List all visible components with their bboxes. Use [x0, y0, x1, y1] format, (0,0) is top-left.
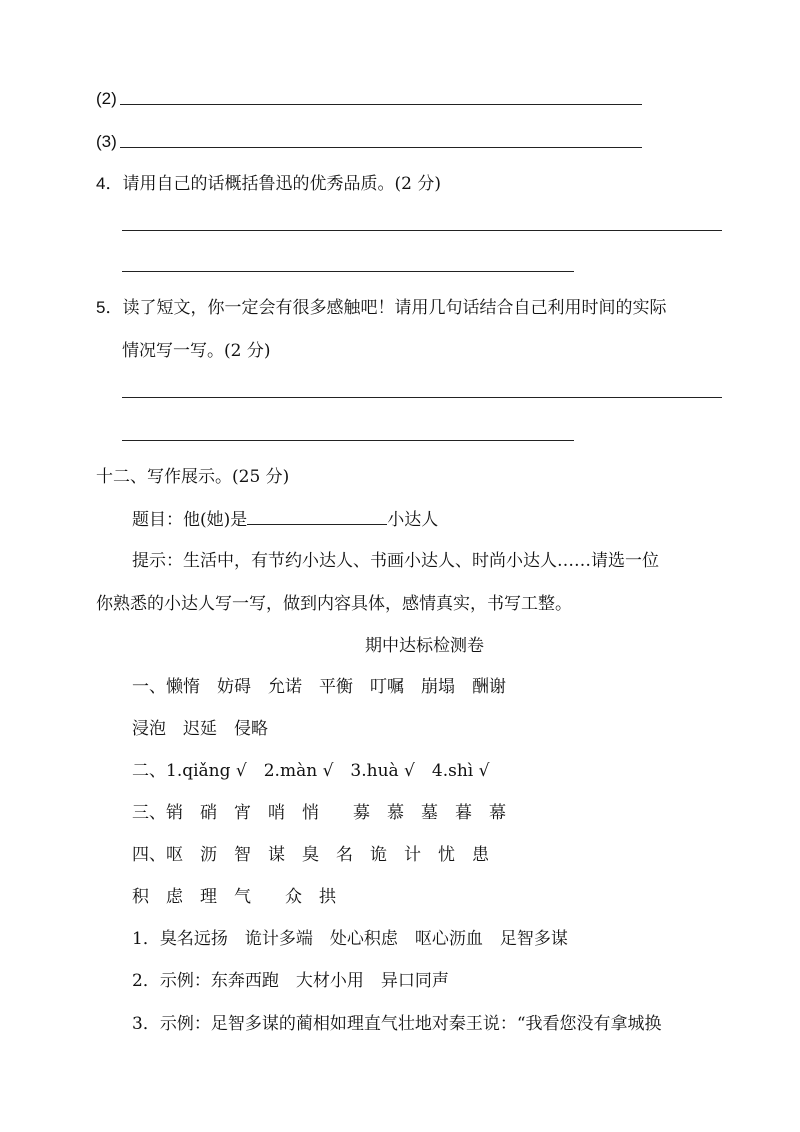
question-number: 4 — [96, 174, 106, 193]
question-text: ．请用自己的话概括鲁迅的优秀品质。(2 分) — [105, 174, 441, 194]
question-5-line-1 — [96, 297, 666, 319]
question-5-line-2: 情况写一写。(2 分) — [122, 341, 271, 361]
blank-item-3-label: (3) — [96, 132, 117, 151]
answer-line — [120, 147, 642, 148]
essay-hint-line-2: 你熟悉的小达人写一写，做到内容具体，感情真实，书写工整。 — [96, 594, 572, 614]
answer-line — [122, 440, 574, 441]
question-number: 5 — [96, 298, 106, 317]
answer-line — [122, 271, 574, 272]
answer-part-4-line-2: 积 虑 理 气 众 拱 — [132, 887, 336, 907]
essay-hint-line-1: 提示：生活中，有节约小达人、书画小达人、时尚小达人……请选一位 — [132, 551, 659, 571]
answer-part-3: 三、销 硝 宵 哨 悄 募 慕 墓 暮 幕 — [132, 803, 506, 823]
answer-part-1-line-1: 一、懒惰 妨碍 允诺 平衡 叮嘱 崩塌 酬谢 — [132, 677, 506, 697]
answer-line — [122, 230, 722, 231]
answer-item-3: 3．示例：足智多谋的蔺相如理直气壮地对秦王说：“我看您没有拿城换 — [132, 1014, 662, 1034]
essay-topic — [132, 509, 438, 531]
topic-suffix: 小达人 — [387, 510, 439, 530]
question-text: ．读了短文，你一定会有很多感触吧！请用几句话结合自己利用时间的实际 — [105, 298, 667, 318]
answer-key-title: 期中达标检测卷 — [365, 636, 484, 656]
answer-part-2: 二、1.qiǎng √ 2.màn √ 3.huà √ 4.shì √ — [132, 761, 490, 781]
answer-part-1-line-2: 浸泡 迟延 侵略 — [132, 719, 268, 739]
answer-item-2: 2．示例：东奔西跑 大材小用 异口同声 — [132, 971, 449, 991]
answer-line — [120, 104, 642, 105]
blank-item-2-label: (2) — [96, 89, 117, 108]
topic-prefix: 题目：他(她)是 — [132, 510, 248, 530]
answer-part-4-line-1: 四、呕 沥 智 谋 臭 名 诡 计 忧 患 — [132, 845, 489, 865]
question-4 — [96, 173, 441, 195]
topic-blank — [247, 523, 387, 525]
answer-line — [122, 397, 722, 398]
section-heading: 十二、写作展示。(25 分) — [96, 467, 290, 487]
answer-item-1: 1．臭名远扬 诡计多端 处心积虑 呕心沥血 足智多谋 — [132, 929, 568, 949]
